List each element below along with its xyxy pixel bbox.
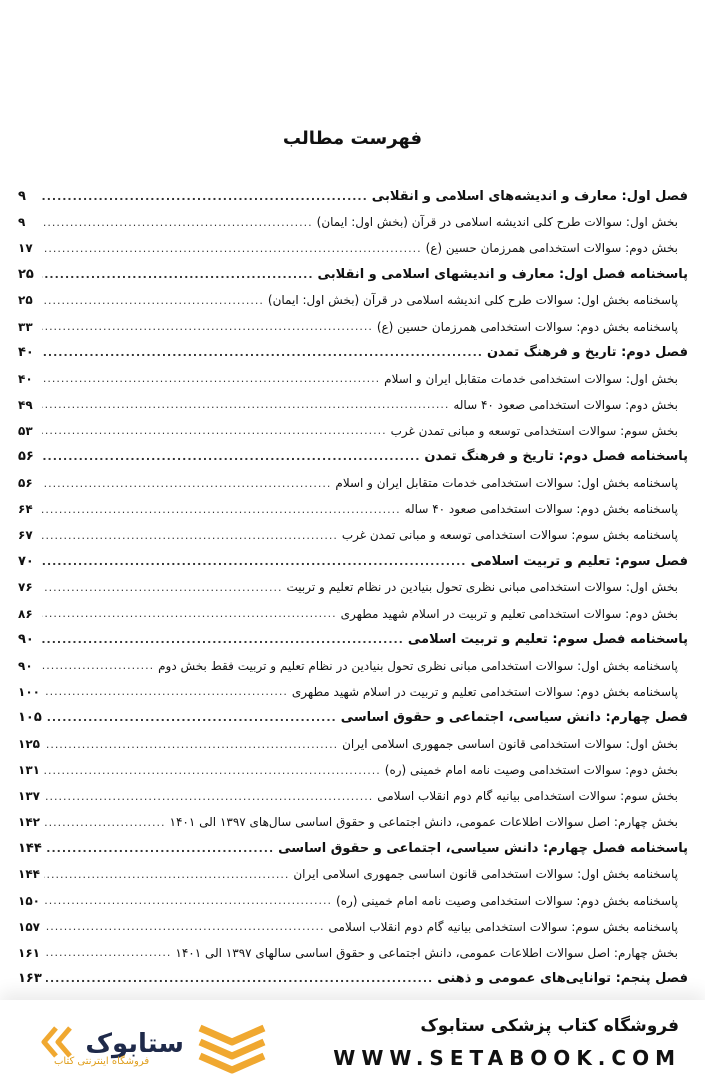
toc-page-number: ۶۴	[18, 502, 33, 517]
toc-entry-title: بخش سوم: سوالات استخدامی توسعه و مبانی تمدن غرب	[390, 423, 678, 438]
toc-page-number: ۱۴۴	[18, 840, 42, 856]
toc-leader-dots	[42, 190, 368, 203]
toc-page-number: ۱۶۱	[18, 945, 40, 960]
toc-section-row[interactable]	[18, 209, 688, 235]
toc-section-row[interactable]	[18, 574, 688, 600]
toc-page-number: ۱۳۷	[18, 789, 40, 804]
toc-page-number: ۱۵۰	[18, 893, 40, 908]
toc-leader-dots	[44, 946, 171, 959]
toc-page-number: ۷۶	[18, 580, 33, 595]
toc-chapter-row[interactable]	[18, 183, 688, 209]
toc-page-number: ۱۷	[18, 241, 33, 256]
toc-page-number: ۱۲۵	[18, 737, 40, 752]
toc-section-row[interactable]	[18, 757, 688, 783]
toc-entry-title: پاسخنامه بخش اول: سوالات استخدامی مبانی نظری تحول بنیادین در نظام تعلیم و تربیت فقط بخش دوم	[158, 658, 678, 673]
toc-leader-dots	[44, 790, 373, 803]
table-of-contents	[18, 183, 688, 992]
toc-leader-dots	[42, 398, 449, 411]
store-name: فروشگاه کتاب پزشکی ستابوک	[420, 1016, 679, 1036]
toc-page-number: ۵۶	[18, 449, 34, 465]
toc-section-row[interactable]	[18, 679, 688, 705]
toc-leader-dots	[42, 529, 338, 542]
toc-page-number: ۵۶	[18, 476, 33, 491]
toc-leader-dots	[44, 816, 166, 829]
toc-chapter-row[interactable]	[18, 340, 688, 366]
toc-leader-dots	[44, 685, 288, 698]
toc-page-number: ۱۵۷	[18, 919, 40, 934]
toc-page-number: ۹	[18, 188, 26, 204]
toc-chapter-row[interactable]	[18, 444, 688, 470]
toc-section-row[interactable]	[18, 601, 688, 627]
store-url[interactable]: WWW.SETABOOK.COM	[333, 1046, 681, 1070]
toc-page-number: ۴۹	[18, 397, 33, 412]
toc-chapter-row[interactable]	[18, 627, 688, 653]
toc-chapter-row[interactable]	[18, 261, 688, 287]
toc-page-number: ۱۶۳	[18, 971, 42, 987]
toc-leader-dots	[42, 424, 387, 437]
toc-leader-dots	[46, 842, 274, 855]
toc-chapter-row[interactable]	[18, 705, 688, 731]
toc-section-row[interactable]	[18, 940, 688, 966]
toc-leader-dots	[42, 268, 314, 281]
store-banner	[0, 1000, 705, 1080]
toc-leader-dots	[42, 346, 483, 359]
toc-leader-dots	[42, 372, 380, 385]
toc-leader-dots	[42, 294, 264, 307]
toc-entry-title: پاسخنامه فصل اول: معارف و اندیشهای اسلامی و انقلابی	[317, 266, 688, 282]
toc-entry-title: پاسخنامه بخش دوم: سوالات استخدامی صعود ۴۰ ساله	[404, 502, 678, 517]
toc-section-row[interactable]	[18, 366, 688, 392]
toc-chapter-row[interactable]	[18, 835, 688, 861]
toc-page-number: ۵۳	[18, 423, 33, 438]
toc-entry-title: بخش چهارم: اصل سوالات اطلاعات عمومی، دانش اجتماعی و حقوق اساسی سالهای ۱۳۹۷ الی ۱۴۰۱	[175, 945, 678, 960]
toc-entry-title: فصل اول: معارف و اندیشه‌های اسلامی و انقلابی	[371, 188, 688, 204]
toc-leader-dots	[42, 320, 373, 333]
toc-entry-title: پاسخنامه بخش سوم: سوالات استخدامی توسعه و مبانی تمدن غرب	[341, 528, 678, 543]
toc-section-row[interactable]	[18, 235, 688, 261]
toc-page-number: ۹	[18, 215, 26, 230]
toc-page-number: ۴۰	[18, 345, 34, 361]
toc-section-row[interactable]	[18, 809, 688, 835]
toc-leader-dots	[42, 633, 404, 646]
toc-page-number: ۹۰	[18, 632, 34, 648]
toc-section-row[interactable]	[18, 313, 688, 339]
toc-entry-title: بخش دوم: سوالات استخدامی تعلیم و تربیت در اسلام شهید مطهری	[340, 606, 678, 621]
toc-entry-title: پاسخنامه بخش سوم: سوالات استخدامی بیانیه گام دوم انقلاب اسلامی	[328, 919, 678, 934]
toc-section-row[interactable]	[18, 888, 688, 914]
toc-section-row[interactable]	[18, 783, 688, 809]
toc-section-row[interactable]	[18, 470, 688, 496]
toc-section-row[interactable]	[18, 731, 688, 757]
toc-page-number: ۶۷	[18, 528, 33, 543]
toc-section-row[interactable]	[18, 861, 688, 887]
toc-leader-dots	[42, 477, 331, 490]
toc-entry-title: پاسخنامه بخش اول: سوالات طرح کلی اندیشه اسلامی در قرآن (بخش اول: ایمان)	[267, 293, 678, 308]
toc-section-row[interactable]	[18, 392, 688, 418]
toc-leader-dots	[44, 894, 332, 907]
toc-section-row[interactable]	[18, 287, 688, 313]
toc-entry-title: بخش دوم: سوالات استخدامی همرزمان حسین (ع)	[425, 241, 678, 256]
toc-page-number: ۹۰	[18, 658, 33, 673]
toc-entry-title: بخش چهارم: اصل سوالات اطلاعات عمومی، دانش اجتماعی و حقوق اساسی سال‌های ۱۳۹۷ الی ۱۴۰۱	[169, 815, 678, 830]
toc-entry-title: پاسخنامه بخش اول: سوالات استخدامی قانون اساسی جمهوری اسلامی ایران	[293, 867, 678, 882]
toc-section-row[interactable]	[18, 653, 688, 679]
toc-entry-title: فصل دوم: تاریخ و فرهنگ تمدن	[486, 345, 688, 361]
toc-entry-title: فصل سوم: تعلیم و تربیت اسلامی	[470, 553, 688, 569]
toc-entry-title: بخش اول: سوالات استخدامی مبانی نظری تحول بنیادین در نظام تعلیم و تربیت	[286, 580, 678, 595]
toc-entry-title: پاسخنامه بخش دوم: سوالات استخدامی وصیت نامه امام خمینی (ره)	[336, 893, 678, 908]
book-stack-icon	[196, 1018, 268, 1074]
toc-leader-dots	[44, 868, 289, 881]
toc-entry-title: بخش دوم: سوالات استخدامی صعود ۴۰ ساله	[453, 397, 678, 412]
toc-entry-title: بخش سوم: سوالات استخدامی بیانیه گام دوم انقلاب اسلامی	[377, 789, 678, 804]
toc-entry-title: پاسخنامه بخش دوم: سوالات استخدامی همرزمان حسین (ع)	[376, 319, 678, 334]
toc-page-number: ۱۴۲	[18, 815, 40, 830]
toc-leader-dots	[42, 581, 282, 594]
toc-entry-title: بخش اول: سوالات طرح کلی اندیشه اسلامی در قرآن (بخش اول: ایمان)	[316, 215, 678, 230]
toc-chapter-row[interactable]	[18, 966, 688, 992]
toc-leader-dots	[46, 972, 433, 985]
toc-page-number: ۱۰۰	[18, 684, 40, 699]
page-title: فهرست مطالب	[282, 128, 423, 149]
toc-entry-title: فصل چهارم: دانش سیاسی، اجتماعی و حقوق اساسی	[340, 710, 688, 726]
toc-entry-title: بخش دوم: سوالات استخدامی وصیت نامه امام خمینی (ره)	[384, 763, 678, 778]
toc-chapter-row[interactable]	[18, 548, 688, 574]
toc-page-number: ۱۳۱	[18, 763, 40, 778]
toc-page-number: ۲۵	[18, 266, 34, 282]
logo-tagline: فروشگاه اینترنتی کتاب	[54, 1056, 150, 1067]
toc-page-number: ۱۰۵	[18, 710, 42, 726]
toc-leader-dots	[46, 711, 337, 724]
toc-entry-title: بخش اول: سوالات استخدامی قانون اساسی جمهوری اسلامی ایران	[342, 737, 678, 752]
toc-leader-dots	[42, 607, 337, 620]
toc-page-number: ۱۴۴	[18, 867, 40, 882]
toc-entry-title: پاسخنامه بخش دوم: سوالات استخدامی تعلیم و تربیت در اسلام شهید مطهری	[291, 684, 678, 699]
toc-leader-dots	[42, 555, 466, 568]
toc-leader-dots	[42, 450, 420, 463]
chevron-left-icon	[58, 1028, 70, 1056]
toc-leader-dots	[44, 920, 325, 933]
chevron-left-icon	[44, 1028, 56, 1056]
toc-entry-title: پاسخنامه فصل دوم: تاریخ و فرهنگ تمدن	[424, 449, 688, 465]
toc-leader-dots	[44, 764, 381, 777]
toc-page-number: ۳۳	[18, 319, 33, 334]
toc-section-row[interactable]	[18, 522, 688, 548]
toc-entry-title: فصل پنجم: توانایی‌های عمومی و ذهنی	[437, 971, 688, 987]
logo-wordmark: ستابوک	[85, 1029, 184, 1059]
toc-leader-dots	[42, 659, 154, 672]
toc-page-number: ۷۰	[18, 553, 34, 569]
toc-page-number: ۸۶	[18, 606, 33, 621]
toc-section-row[interactable]	[18, 418, 688, 444]
toc-entry-title: پاسخنامه فصل سوم: تعلیم و تربیت اسلامی	[407, 632, 688, 648]
toc-entry-title: بخش اول: سوالات استخدامی خدمات متقابل ایران و اسلام	[384, 371, 678, 386]
toc-entry-title: پاسخنامه بخش اول: سوالات استخدامی خدمات متقابل ایران و اسلام	[335, 476, 678, 491]
toc-page-number: ۲۵	[18, 293, 33, 308]
toc-leader-dots	[42, 503, 401, 516]
toc-page-number: ۴۰	[18, 371, 33, 386]
toc-leader-dots	[42, 216, 313, 229]
toc-leader-dots	[42, 242, 422, 255]
toc-leader-dots	[44, 738, 338, 751]
toc-section-row[interactable]	[18, 914, 688, 940]
toc-entry-title: پاسخنامه فصل چهارم: دانش سیاسی، اجتماعی و حقوق اساسی	[278, 840, 688, 856]
toc-section-row[interactable]	[18, 496, 688, 522]
